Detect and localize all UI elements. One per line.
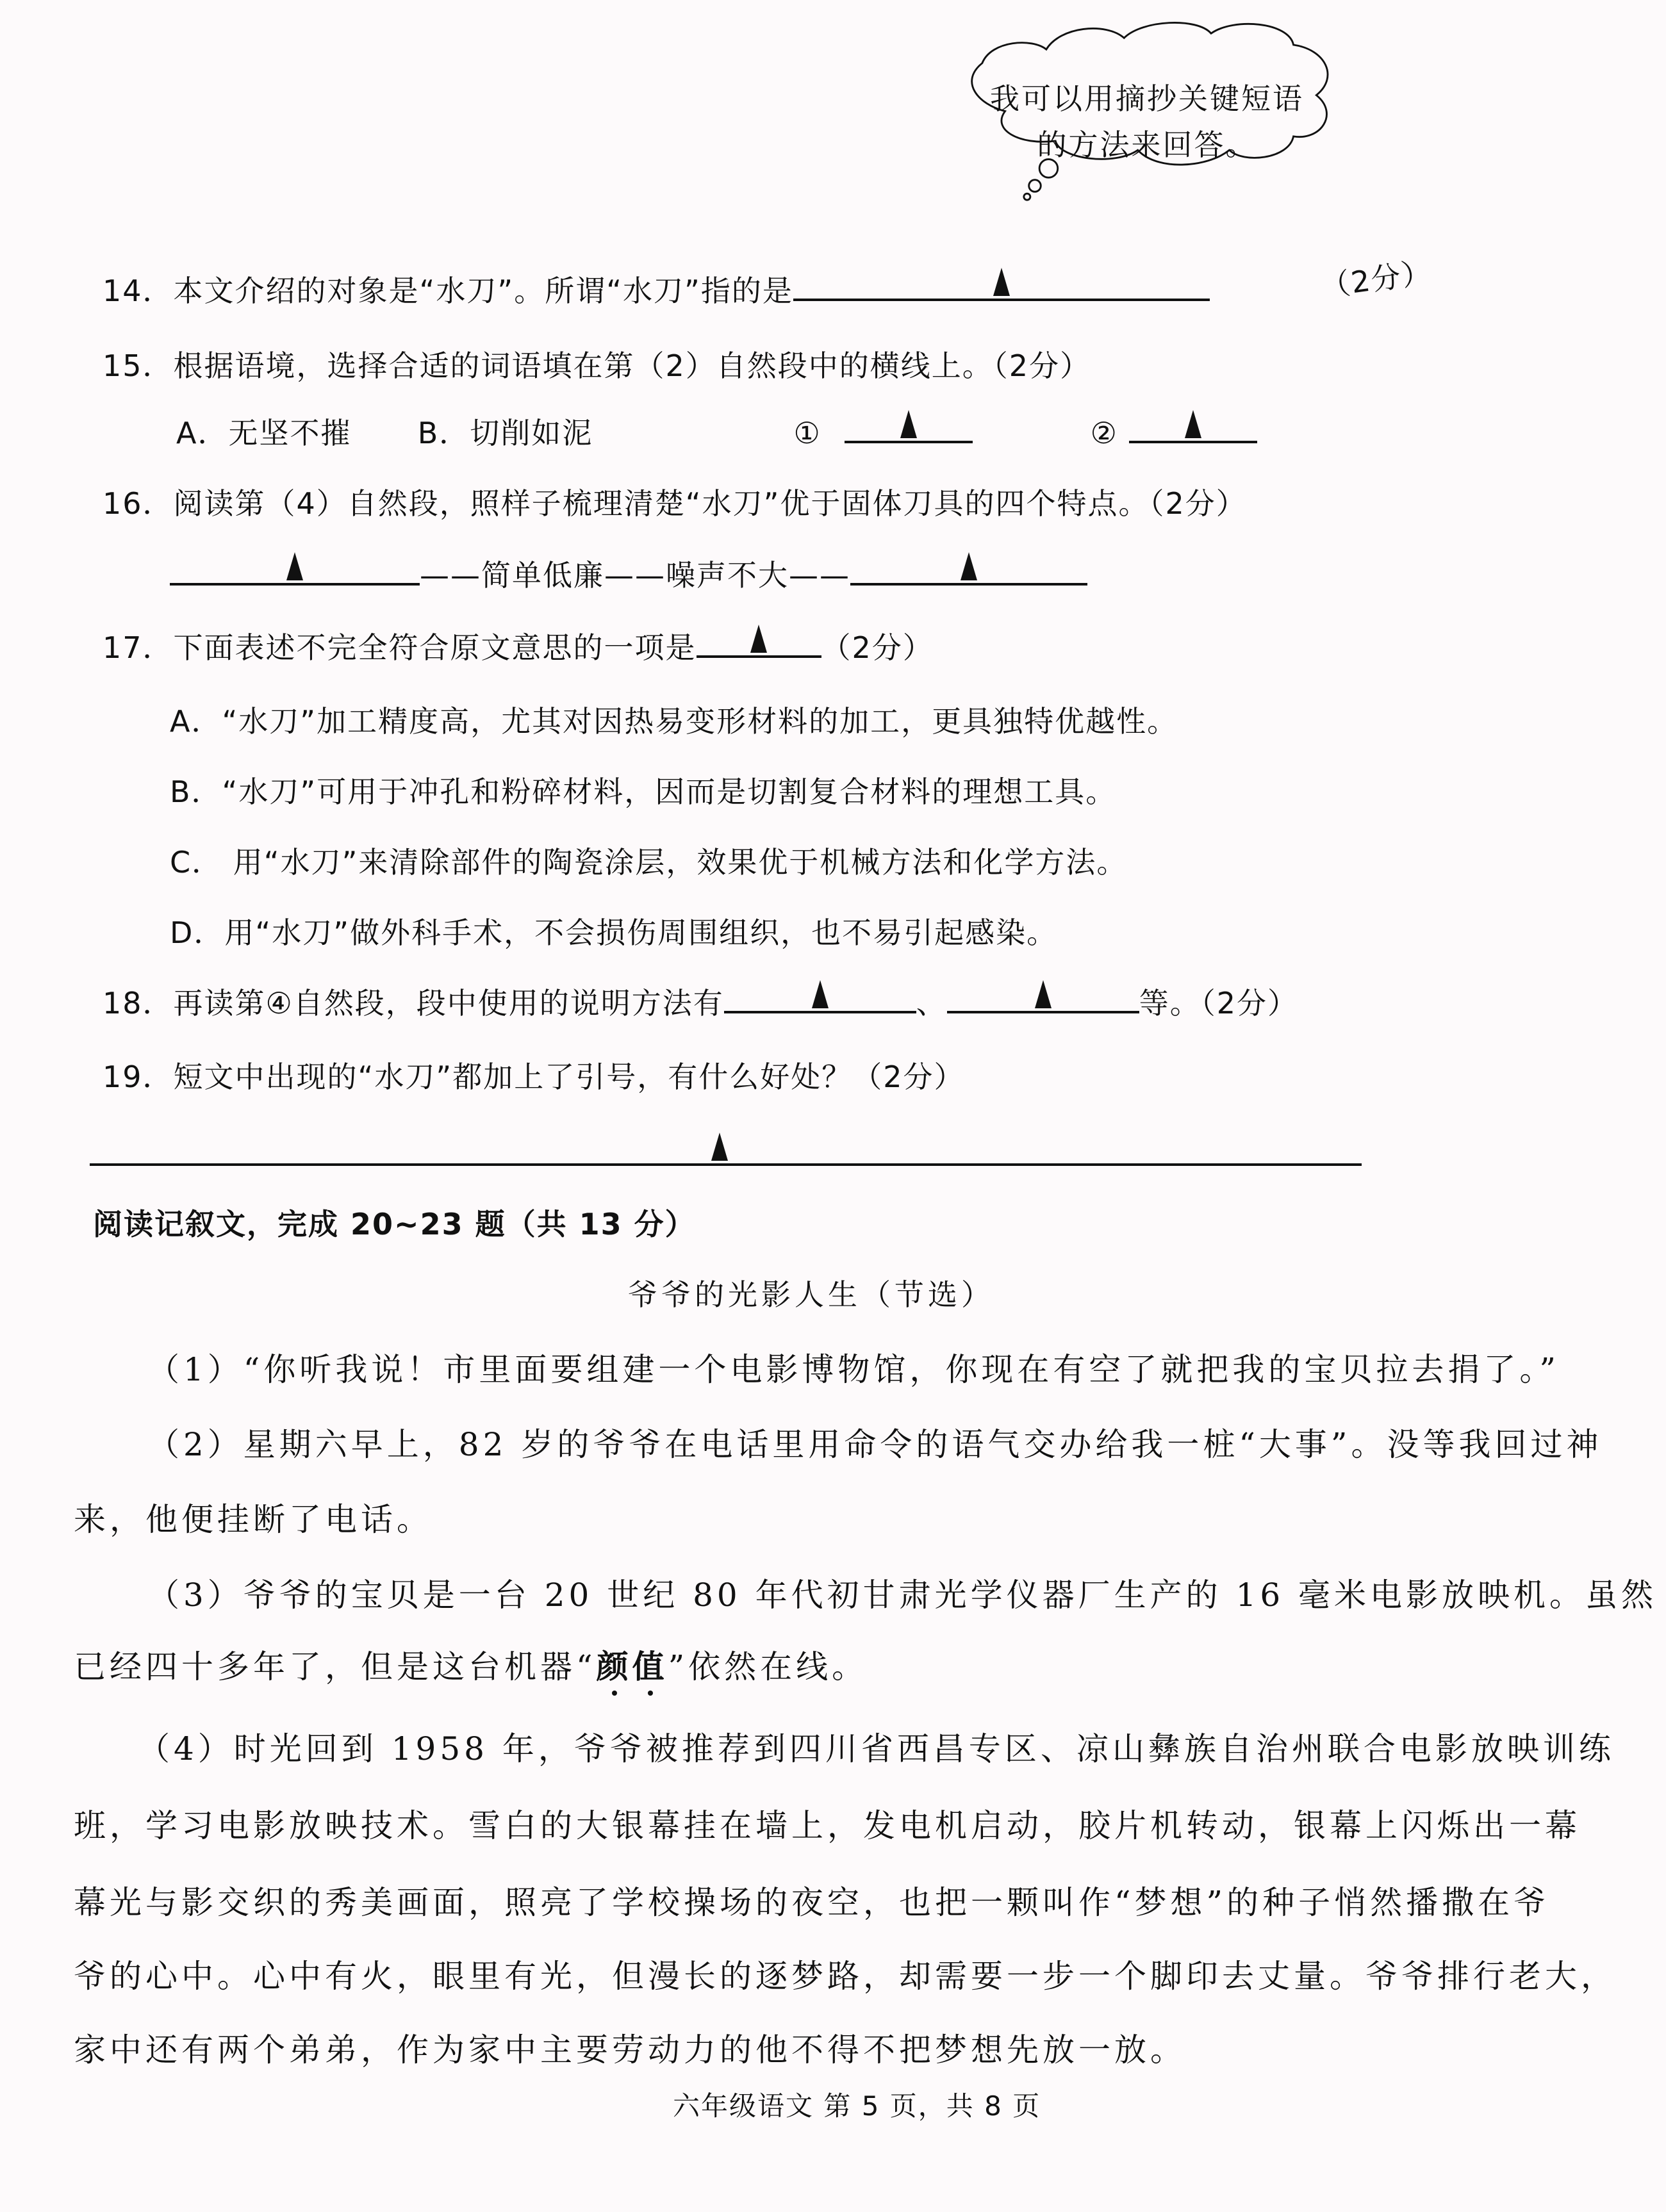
answer-marker-icon — [812, 980, 829, 1008]
question-19-text: 19．短文中出现的“水刀”都加上了引号，有什么好处？（2分） — [103, 1060, 965, 1094]
section-heading: 阅读记叙文，完成 20~23 题（共 13 分） — [93, 1207, 696, 1241]
passage-paragraph-4-line-2: 班，学习电影放映技术。雪白的大银幕挂在墙上，发电机启动，胶片机转动，银幕上闪烁出一幕 — [74, 1807, 1581, 1844]
answer-blank-15-2[interactable] — [1129, 411, 1257, 443]
passage-paragraph-1: （1）“你听我说！市里面要组建一个电影博物馆，你现在有空了就把我的宝贝拉去捐了。” — [147, 1351, 1560, 1388]
answer-marker-icon — [286, 552, 303, 580]
question-18-text: 18．再读第④自然段，段中使用的说明方法有 — [103, 986, 724, 1020]
blank1-label: ① — [793, 416, 821, 450]
passage-paragraph-4-line-3: 幕光与影交织的秀美画面，照亮了学校操场的夜空，也把一颗叫作“梦想”的种子悄然播撒在爷 — [74, 1884, 1550, 1921]
option-17-b: B．“水刀”可用于冲孔和粉碎材料，因而是切割复合材料的理想工具。 — [170, 774, 1117, 809]
answer-marker-icon — [1035, 980, 1052, 1008]
answer-blank-16-2[interactable] — [850, 553, 1087, 586]
passage-paragraph-2-line-2: 来，他便挂断了电话。 — [74, 1501, 433, 1538]
option-b: B．切削如泥 — [417, 416, 593, 450]
answer-marker-icon — [961, 552, 977, 580]
option-a: A．无坚不摧 — [176, 416, 352, 450]
question-16-chain — [170, 552, 1087, 594]
passage-text: ”依然在线。 — [668, 1648, 868, 1685]
passage-paragraph-3-line-2 — [74, 1641, 868, 1687]
passage-paragraph-4-line-5: 家中还有两个弟弟，作为家中主要劳动力的他不得不把梦想先放一放。 — [74, 2031, 1186, 2069]
question-17 — [103, 625, 934, 667]
passage-paragraph-4-line-1: （4）时光回到 1958 年，爷爷被推荐到四川省西昌专区、凉山彝族自治州联合电影放映训练 — [138, 1730, 1615, 1767]
passage-paragraph-4-line-4: 爷的心中。心中有火，眼里有光，但漫长的逐梦路，却需要一步一个脚印去丈量。爷爷排行老大， — [74, 1958, 1617, 1995]
answer-marker-icon — [750, 625, 767, 653]
answer-blank-17[interactable] — [697, 626, 821, 658]
question-17-score: （2分） — [821, 630, 934, 665]
question-14-text: 14．本文介绍的对象是“水刀”。所谓“水刀”指的是 — [103, 274, 793, 308]
question-14-score: （2分） — [1318, 254, 1435, 304]
answer-blank-18-2[interactable] — [947, 981, 1139, 1013]
passage-title: 爷爷的光影人生（节选） — [628, 1277, 994, 1312]
page-footer: 六年级语文 第 5 页，共 8 页 — [673, 2090, 1041, 2122]
thought-bubble-line1: 我可以用摘抄关键短语 — [990, 81, 1304, 116]
option-17-c: C． 用“水刀”来清除部件的陶瓷涂层，效果优于机械方法和化学方法。 — [170, 845, 1128, 880]
question-14 — [103, 268, 1210, 310]
passage-paragraph-3-line-1: （3）爷爷的宝贝是一台 20 世纪 80 年代初甘肃光学仪器厂生产的 16 毫米电影放映机。虽然 — [147, 1577, 1658, 1614]
question-18-sep: 、 — [916, 986, 947, 1020]
answer-blank-18-1[interactable] — [724, 981, 916, 1013]
chain-item-1: ——简单低廉—— — [420, 558, 666, 593]
emphasized-char: 颜 — [596, 1648, 632, 1685]
answer-marker-icon — [711, 1133, 728, 1161]
passage-text: 已经四十多年了，但是这台机器“ — [74, 1648, 597, 1685]
question-15-text: 15．根据语境，选择合适的词语填在第（2）自然段中的横线上。（2分） — [103, 348, 1091, 383]
chain-item-2: 噪声不大—— — [666, 558, 850, 593]
question-17-text: 17．下面表述不完全符合原文意思的一项是 — [103, 630, 697, 665]
answer-blank-19[interactable] — [90, 1134, 1362, 1166]
question-15-options — [176, 410, 1257, 452]
passage-paragraph-2-line-1: （2）星期六早上，82 岁的爷爷在电话里用命令的语气交办给我一桩“大事”。没等我回过神 — [147, 1426, 1603, 1463]
thought-bubble-line2: 的方法来回答。 — [1037, 127, 1257, 162]
answer-blank-16-1[interactable] — [170, 553, 420, 586]
answer-marker-icon — [1185, 410, 1201, 438]
answer-blank-14[interactable] — [793, 269, 1210, 301]
question-16-text: 16．阅读第（4）自然段，照样子梳理清楚“水刀”优于固体刀具的四个特点。（2分） — [103, 486, 1247, 521]
emphasized-char: 值 — [632, 1648, 668, 1685]
blank2-label: ② — [1090, 416, 1118, 450]
option-17-d: D．用“水刀”做外科手术，不会损伤周围组织，也不易引起感染。 — [170, 915, 1058, 950]
option-17-a: A．“水刀”加工精度高，尤其对因热易变形材料的加工，更具独特优越性。 — [170, 704, 1178, 739]
answer-marker-icon — [900, 410, 917, 438]
question-18 — [103, 980, 1298, 1022]
question-18-tail: 等。（2分） — [1139, 986, 1299, 1020]
answer-marker-icon — [993, 268, 1010, 296]
answer-blank-15-1[interactable] — [845, 411, 973, 443]
